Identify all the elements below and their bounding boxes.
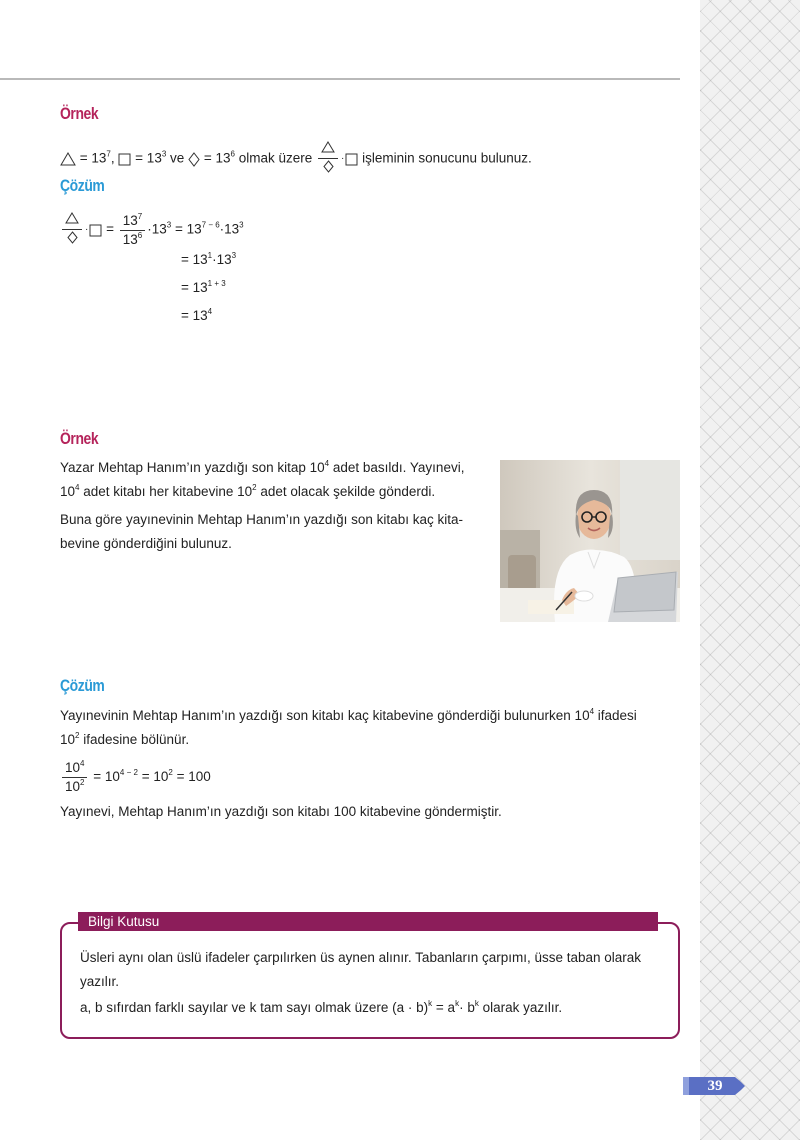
- info-box-paragraph-2: [80, 999, 562, 1017]
- solution-line-1: [60, 212, 244, 248]
- term-exponent: 4: [207, 307, 213, 316]
- square-icon: [345, 153, 358, 166]
- text-run: adet kitabı her kitabevine 10: [79, 484, 253, 499]
- example-2-equation: [60, 760, 211, 795]
- exponent: 4: [75, 483, 80, 492]
- exponent: 4: [589, 707, 595, 716]
- text-run: yazılır.: [80, 974, 120, 989]
- formula-term: · b: [459, 1000, 475, 1015]
- triangle-value: = 13: [79, 150, 107, 166]
- exponent: 4: [324, 459, 330, 468]
- text-run: ifadesi: [594, 708, 637, 723]
- denominator-exponent: 6: [137, 230, 143, 240]
- conjunction-text: ve: [170, 150, 185, 166]
- diamond-icon: [67, 231, 78, 244]
- denominator-base: 10: [65, 779, 81, 794]
- example-1-question: [60, 141, 532, 177]
- info-box-paragraph-1: [80, 946, 670, 994]
- term-text: ·13: [212, 252, 232, 267]
- diamond-exponent: 6: [230, 149, 235, 159]
- term-exponent: 3: [231, 251, 237, 260]
- exponent: 2: [252, 483, 257, 492]
- example-2-solution-heading: Çözüm: [60, 676, 105, 695]
- square-exponent: 3: [161, 149, 167, 159]
- formula-exponent: k: [474, 999, 479, 1008]
- woman-at-laptop-photo: [500, 460, 680, 622]
- numerator-exponent: 7: [137, 211, 143, 221]
- power-fraction: [120, 213, 145, 248]
- text-run: bevine gönderdiğini bulunuz.: [60, 536, 232, 551]
- numerator-base: 10: [65, 760, 81, 775]
- triangle-icon: [321, 141, 335, 153]
- triangle-icon: [65, 212, 79, 224]
- denominator-base: 13: [122, 231, 138, 247]
- formula-exponent: k: [455, 999, 460, 1008]
- term-exponent: 2: [168, 768, 173, 778]
- term-exponent: 4 − 2: [119, 768, 138, 778]
- question-tail: işleminin sonucunu bulunuz.: [362, 150, 532, 166]
- text-run: Üsleri aynı olan üslü ifadeler çarpılırken üs aynen alınır. Tabanların çarpımı, üsse taban olarak: [80, 950, 642, 965]
- diamond-icon: [323, 160, 334, 173]
- text-run: Buna göre yayınevinin Mehtap Hanım’ın yazdığı son kitabı kaç kita-: [60, 512, 463, 527]
- square-value: = 13: [135, 150, 162, 166]
- formula-term: = a: [435, 1000, 456, 1015]
- square-icon: [118, 153, 131, 166]
- text-run: 10: [60, 732, 76, 747]
- triangle-icon: [60, 152, 76, 166]
- formula-term: (a · b): [392, 1000, 429, 1015]
- equals-sign: =: [106, 221, 114, 237]
- text-run: adet basıldı. Yayınevi,: [329, 460, 465, 475]
- text-run: adet olacak şekilde gönderdi.: [256, 484, 436, 499]
- term-exponent: 3: [166, 220, 172, 230]
- multiply-dot: ·: [85, 224, 89, 235]
- term-text: = 13: [181, 308, 208, 323]
- numerator-exponent: 4: [80, 759, 85, 768]
- separator: ,: [110, 150, 115, 166]
- triangle-over-diamond-fraction: [62, 212, 82, 248]
- example-2-heading: Örnek: [60, 429, 99, 448]
- formula-exponent: k: [428, 999, 433, 1008]
- power-fraction: [62, 760, 87, 795]
- info-box-title: Bilgi Kutusu: [78, 912, 658, 931]
- decorative-side-pattern: [700, 0, 800, 1140]
- term-exponent: 3: [239, 220, 244, 230]
- square-icon: [89, 224, 102, 237]
- triangle-exponent: 7: [106, 149, 111, 159]
- term-exponent: 7 − 6: [201, 220, 220, 230]
- text-run: 10: [60, 484, 76, 499]
- solution-line-2: [181, 251, 236, 269]
- diamond-icon: [188, 152, 200, 167]
- solution-line-3: [181, 279, 226, 297]
- term-text: = 10: [93, 769, 120, 785]
- result-text: = 100: [176, 769, 211, 785]
- multiply-dot: ·: [341, 153, 345, 164]
- term-text: = 13: [181, 280, 208, 295]
- condition-text: olmak üzere: [238, 150, 313, 166]
- term-text: ·13: [147, 221, 167, 237]
- term-text: ·13: [219, 221, 240, 237]
- page-number: 39: [707, 1078, 723, 1094]
- text-run: olarak yazılır.: [482, 1000, 563, 1015]
- term-text: = 13: [174, 221, 202, 237]
- exponent: 2: [75, 731, 80, 740]
- text-run: Yazar Mehtap Hanım’ın yazdığı son kitap 10: [60, 460, 325, 475]
- term-exponent: 1: [207, 251, 213, 260]
- numerator-base: 13: [122, 212, 138, 228]
- triangle-over-diamond-fraction: [318, 141, 338, 177]
- text-run: a, b sıfırdan farklı sayılar ve k tam sayı olmak üzere: [80, 1000, 389, 1015]
- example-1-solution-heading: Çözüm: [60, 176, 105, 195]
- example-2-paragraph-1: [60, 456, 490, 504]
- diamond-value: = 13: [203, 150, 231, 166]
- text-run: ifadesine bölünür.: [79, 732, 190, 747]
- example-2-paragraph-2: [60, 508, 490, 556]
- term-exponent: 1 + 3: [207, 279, 226, 288]
- solution-line-4: [181, 307, 212, 325]
- example-2-solution-text: [60, 704, 685, 752]
- term-text: = 13: [181, 252, 208, 267]
- example-2-conclusion: Yayınevi, Mehtap Hanım’ın yazdığı son kitabı 100 kitabevine göndermiştir.: [60, 804, 502, 819]
- example-1-heading: Örnek: [60, 104, 99, 123]
- denominator-exponent: 2: [80, 778, 85, 787]
- term-text: = 10: [141, 769, 169, 785]
- text-run: Yayınevinin Mehtap Hanım’ın yazdığı son kitabı kaç kitabevine gönderdiği bulunurken 10: [60, 708, 590, 723]
- top-divider: [0, 78, 680, 80]
